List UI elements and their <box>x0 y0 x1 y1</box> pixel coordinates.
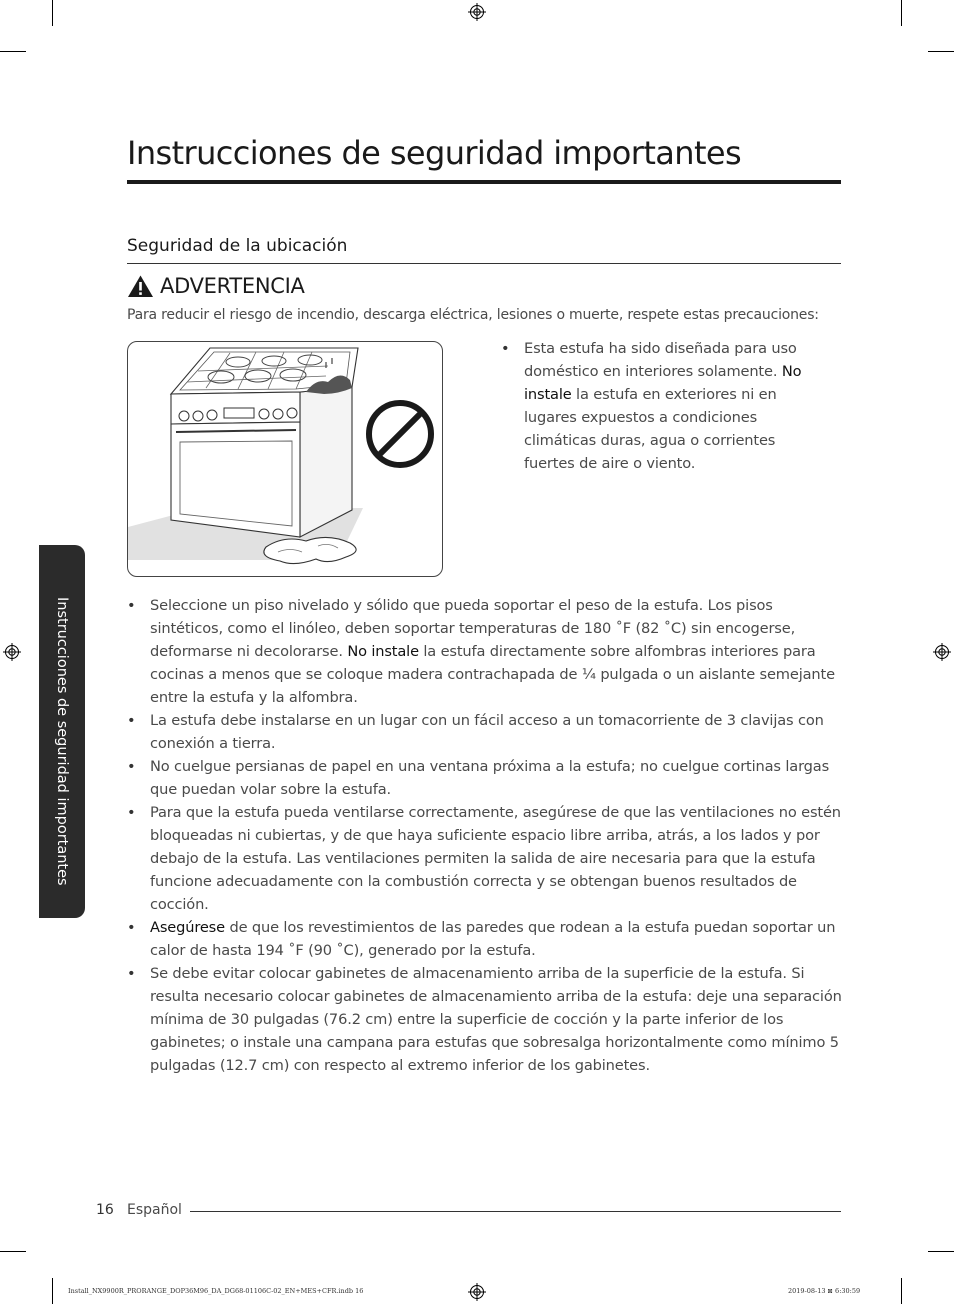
registration-mark-icon <box>468 3 486 21</box>
footer-rule <box>190 1211 841 1212</box>
page-language: Español <box>127 1202 182 1218</box>
warning-intro: Para reducir el riesgo de incendio, descarga eléctrica, lesiones o muerte, respete estas precauciones: <box>127 307 819 323</box>
range-drawing <box>128 342 443 577</box>
crop-mark <box>0 1251 26 1252</box>
crop-mark <box>901 0 902 26</box>
list-item: • La estufa debe instalarse en un lugar con un fácil acceso a un tomacorriente de 3 clavijas con conexión a tierra. <box>127 709 843 755</box>
page-number: 16 <box>96 1202 114 1218</box>
print-slug-datetime: 2019-08-13 ⊠ 6:30:59 <box>788 1287 861 1295</box>
list-item: • Esta estufa ha sido diseñada para uso doméstico en interiores solamente. No instale la estufa en exteriores ni en lugares expuestos a condiciones climáticas duras, agua o corrientes fuertes de aire o viento. <box>501 337 821 475</box>
list-item: • No cuelgue persianas de papel en una ventana próxima a la estufa; no cuelgue cortinas largas que puedan volar sobre la estufa. <box>127 755 843 801</box>
emphasis-text: No instale <box>524 363 802 403</box>
crop-mark <box>928 51 954 52</box>
location-bullet-list <box>501 337 821 475</box>
section-heading: Seguridad de la ubicación <box>127 236 348 256</box>
chapter-side-tab <box>39 545 85 918</box>
list-item: • Seleccione un piso nivelado y sólido que pueda soportar el peso de la estufa. Los pisos sintéticos, como el linóleo, deben soportar temperaturas de 180 ˚F (82 ˚C) sin encogerse, deformarse ni decolorarse. No instale la estufa directamente sobre alfombras interiores para cocinas a menos que se coloque madera contrachapada de ¼ pulgada o un aislante semejante entre la estufa y la alfombra. <box>127 594 843 709</box>
prohibited-icon <box>369 403 431 465</box>
print-slug-file: Install_NX9900R_PRORANGE_DOP36M96_DA_DG68-01106C-02_EN+MES+CFR.indb 16 <box>68 1287 364 1295</box>
crop-mark <box>52 1278 53 1304</box>
registration-mark-icon <box>468 1283 486 1301</box>
crop-mark <box>52 0 53 26</box>
warning-heading <box>127 272 305 300</box>
page-title: Instrucciones de seguridad importantes <box>127 134 742 172</box>
crop-mark <box>901 1278 902 1304</box>
registration-mark-icon <box>933 643 951 661</box>
chapter-tab-label: Instrucciones de seguridad importantes <box>54 597 70 886</box>
list-item: • Para que la estufa pueda ventilarse correctamente, asegúrese de que las ventilaciones no estén bloqueadas ni cubiertas, y de que haya suficiente espacio libre arriba, atrás, a los lados y por debajo de la estufa. Las ventilaciones permiten la salida de aire necesaria para que la estufa funcione adecuadamente con la combustión correcta y se obtengan buenos resultados de cocción. <box>127 801 843 916</box>
section-rule <box>127 263 841 264</box>
warning-triangle-icon <box>127 274 154 298</box>
warning-label: ADVERTENCIA <box>160 274 305 298</box>
safety-bullet-list <box>127 594 843 1077</box>
title-rule <box>127 180 841 184</box>
emphasis-text: No instale <box>347 643 419 660</box>
range-outdoor-prohibited-illustration <box>127 341 443 577</box>
list-item: • Asegúrese de que los revestimientos de las paredes que rodean a la estufa puedan soportar un calor de hasta 194 ˚F (90 ˚C), generado por la estufa. <box>127 916 843 962</box>
crop-mark <box>0 51 26 52</box>
list-item: • Se debe evitar colocar gabinetes de almacenamiento arriba de la superficie de la estufa. Si resulta necesario colocar gabinetes de almacenamiento arriba de la estufa: deje una separación mínima de 30 pulgadas (76.2 cm) entre la superficie de cocción y la parte inferior de los gabinetes; o instale una campana para estufas que sobresalga horizontalmente como mínimo 5 pulgadas (12.7 cm) con respecto al extremo inferior de los gabinetes. <box>127 962 843 1077</box>
crop-mark <box>928 1251 954 1252</box>
registration-mark-icon <box>3 643 21 661</box>
emphasis-text: Asegúrese <box>150 919 225 936</box>
